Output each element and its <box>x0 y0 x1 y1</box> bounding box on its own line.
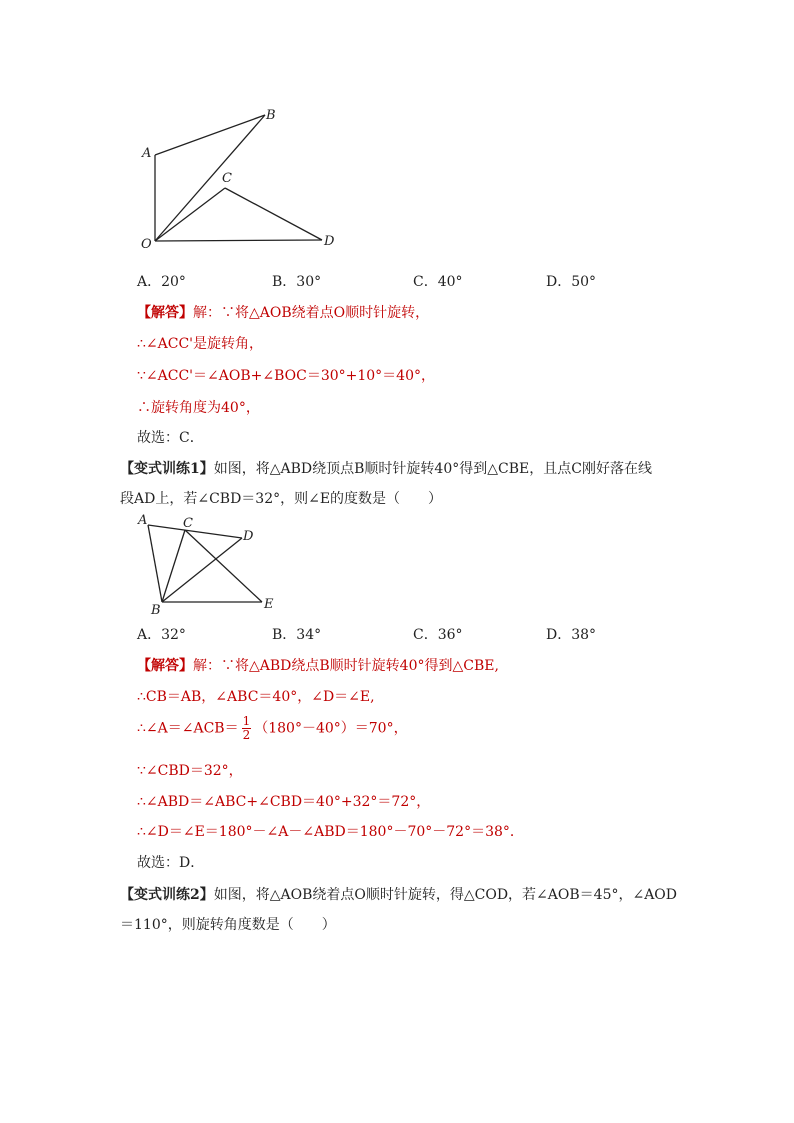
label-C: C <box>222 171 232 186</box>
q2-solution-line-4: ∵∠CBD＝32°， <box>137 763 243 779</box>
q2-solution-line-3 <box>137 715 408 742</box>
segment-OD <box>155 240 322 241</box>
q2-solution-text-1: 解：∵将△ABD绕点B顺时针旋转40°得到△CBE, <box>193 658 499 674</box>
q1-solution-line-2: ∴∠ACC'是旋转角， <box>137 336 264 352</box>
q2-option-c: C．36° <box>413 627 463 643</box>
segment-AD <box>148 525 242 538</box>
q2-option-d: D．38° <box>546 627 597 643</box>
q2-option-a: A．32° <box>137 627 186 643</box>
figure-1-diagram <box>130 100 350 255</box>
q3-stem-line-1 <box>120 884 677 904</box>
q2-solution-line-5: ∴∠ABD＝∠ABC+∠CBD＝40°+32°＝72°， <box>137 794 431 810</box>
label-A: A <box>142 146 152 161</box>
q1-option-a: A．20° <box>137 274 186 290</box>
q2-stem-text-1: 如图，将△ABD绕顶点B顺时针旋转40°得到△CBE，且点C刚好落在线 <box>213 461 652 477</box>
label-O: O <box>141 237 152 252</box>
figure-2-diagram <box>130 510 290 615</box>
segment-AB <box>155 115 265 155</box>
q1-solution-line-1 <box>137 302 429 322</box>
q3-stem-text-1: 如图，将△AOB绕着点O顺时针旋转，得△COD，若∠AOB＝45°，∠AOD <box>213 887 678 903</box>
fraction-numerator: 1 <box>242 714 251 728</box>
segment-OC <box>155 188 225 241</box>
q2-solution-line-6: ∴∠D＝∠E＝180°－∠A－∠ABD＝180°－70°－72°＝38°． <box>137 824 524 840</box>
segment-BD <box>162 538 242 602</box>
fraction-denominator: 2 <box>242 728 251 742</box>
q3-tag: 【变式训练2】 <box>120 887 214 903</box>
label-A: A <box>138 513 148 528</box>
label-C: C <box>183 516 193 531</box>
segment-BC <box>162 530 185 602</box>
q2-option-b: B．34° <box>272 627 322 643</box>
q2-solution-line-2: ∴CB＝AB，∠ABC＝40°，∠D＝∠E, <box>137 689 375 705</box>
q1-solution-line-4: ∴旋转角度为40°， <box>137 400 260 416</box>
label-E: E <box>264 597 274 612</box>
q2-solution-text-3b: （180°－40°）＝70°， <box>254 720 408 737</box>
segment-CD <box>225 188 322 240</box>
q2-answer: 故选：D． <box>137 855 205 871</box>
q1-answer: 故选：C． <box>137 430 204 446</box>
label-D: D <box>243 529 254 544</box>
label-D: D <box>324 234 335 249</box>
q2-stem-line-2: 段AD上，若∠CBD＝32°，则∠E的度数是（ ） <box>120 491 443 507</box>
fraction-one-half <box>242 715 252 742</box>
q1-option-b: B．30° <box>272 274 322 290</box>
q1-solution-tag: 【解答】 <box>137 305 193 321</box>
q1-option-d: D．50° <box>546 274 597 290</box>
segment-OB <box>155 115 265 241</box>
segment-AB <box>148 525 162 602</box>
q1-solution-line-3: ∵∠ACC'＝∠AOB+∠BOC＝30°+10°＝40°， <box>137 368 435 384</box>
q2-stem-line-1 <box>120 458 652 478</box>
label-B: B <box>151 603 161 615</box>
q2-tag: 【变式训练1】 <box>120 461 214 477</box>
q2-solution-line-1 <box>137 655 499 675</box>
q3-stem-line-2: ＝110°，则旋转角度数是（ ） <box>120 917 336 933</box>
q1-option-c: C．40° <box>413 274 463 290</box>
q2-solution-tag: 【解答】 <box>137 658 193 674</box>
q1-solution-text-1: 解：∵将△AOB绕着点O顺时针旋转， <box>193 305 430 321</box>
q2-solution-text-3a: ∴∠A＝∠ACB＝ <box>137 720 239 737</box>
label-B: B <box>266 108 276 123</box>
